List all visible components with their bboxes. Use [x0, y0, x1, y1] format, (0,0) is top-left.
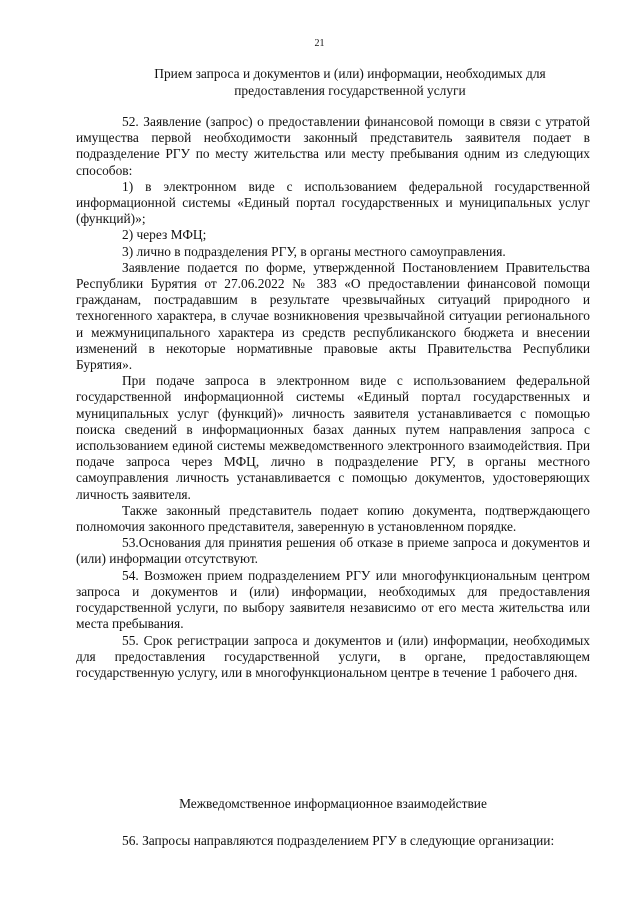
document-body: [76, 114, 590, 681]
paragraph-55: 55. Срок регистрации запроса и документов и (или) информации, необходимых для предоставления государственной услуги, в органе, предоставляющем государственную услугу, или в многофункциональном центре в течение 1 рабочего дня.: [76, 632, 590, 680]
paragraph-electronic-submission: При подаче запроса в электронном виде с использованием федеральной государственной информационной системы «Единый портал государственных и муниципальных услуг (функций)» личность заявителя устанавливается с помощью поиска сведений в информационных базах данных путем направления запроса с использованием единой системы межведомственного электронного взаимодействия. При подаче запроса через МФЦ, лично в подразделение РГУ, в органы местного самоуправления личность устанавливается с помощью документов, удостоверяющих личность заявителя.: [76, 373, 590, 502]
list-item-3: 3) лично в подразделения РГУ, в органы местного самоуправления.: [122, 243, 506, 259]
section-title: [90, 65, 610, 99]
paragraph-representative: Также законный представитель подает копию документа, подтверждающего полномочия законного представителя, заверенную в установленном порядке.: [76, 502, 590, 535]
paragraph-54: 54. Возможен прием подразделением РГУ или многофункциональным центром запроса и документов и (или) информации, необходимых для предоставления государственной услуги, по выбору заявителя независимо от его места жительства или места пребывания.: [76, 567, 590, 632]
page-number: 21: [314, 38, 325, 49]
paragraph-53: 53.Основания для принятия решения об отказе в приеме запроса и документов и (или) информации отсутствуют.: [76, 535, 590, 567]
list-item-2: 2) через МФЦ;: [122, 227, 207, 243]
document-body-continued: [76, 833, 590, 849]
section-title-line-2: предоставления государственной услуги: [234, 83, 466, 98]
list-item-1: 1) в электронном виде с использованием федеральной государственной информационной системы «Единый портал государственных и муниципальных услуг (функций)»;: [76, 178, 590, 227]
paragraph-application-form: Заявление подается по форме, утвержденной Постановлением Правительства Республики Бурятия от 27.06.2022 № 383 «О предоставлении финансовой помощи гражданам, пострадавшим в результате чрезвычайных ситуаций природного и техногенного характера, в случае возникновения чрезвычайной ситуации регионального и межмуниципального характера из средств республиканского бюджета и внесении изменений в некоторые нормативные правовые акты Правительства Республики Бурятия».: [76, 259, 590, 373]
section-title-line-1: Прием запроса и документов и (или) информации, необходимых для: [154, 66, 546, 81]
subsection-title: Межведомственное информационное взаимодействие: [179, 796, 487, 811]
paragraph-52: 52. Заявление (запрос) о предоставлении финансовой помощи в связи с утратой имущества первой необходимости законный представитель заявителя подает в подразделение РГУ по месту жительства или месту пребывания одним из следующих способов:: [76, 114, 590, 178]
paragraph-56: 56. Запросы направляются подразделением РГУ в следующие организации:: [122, 833, 555, 848]
